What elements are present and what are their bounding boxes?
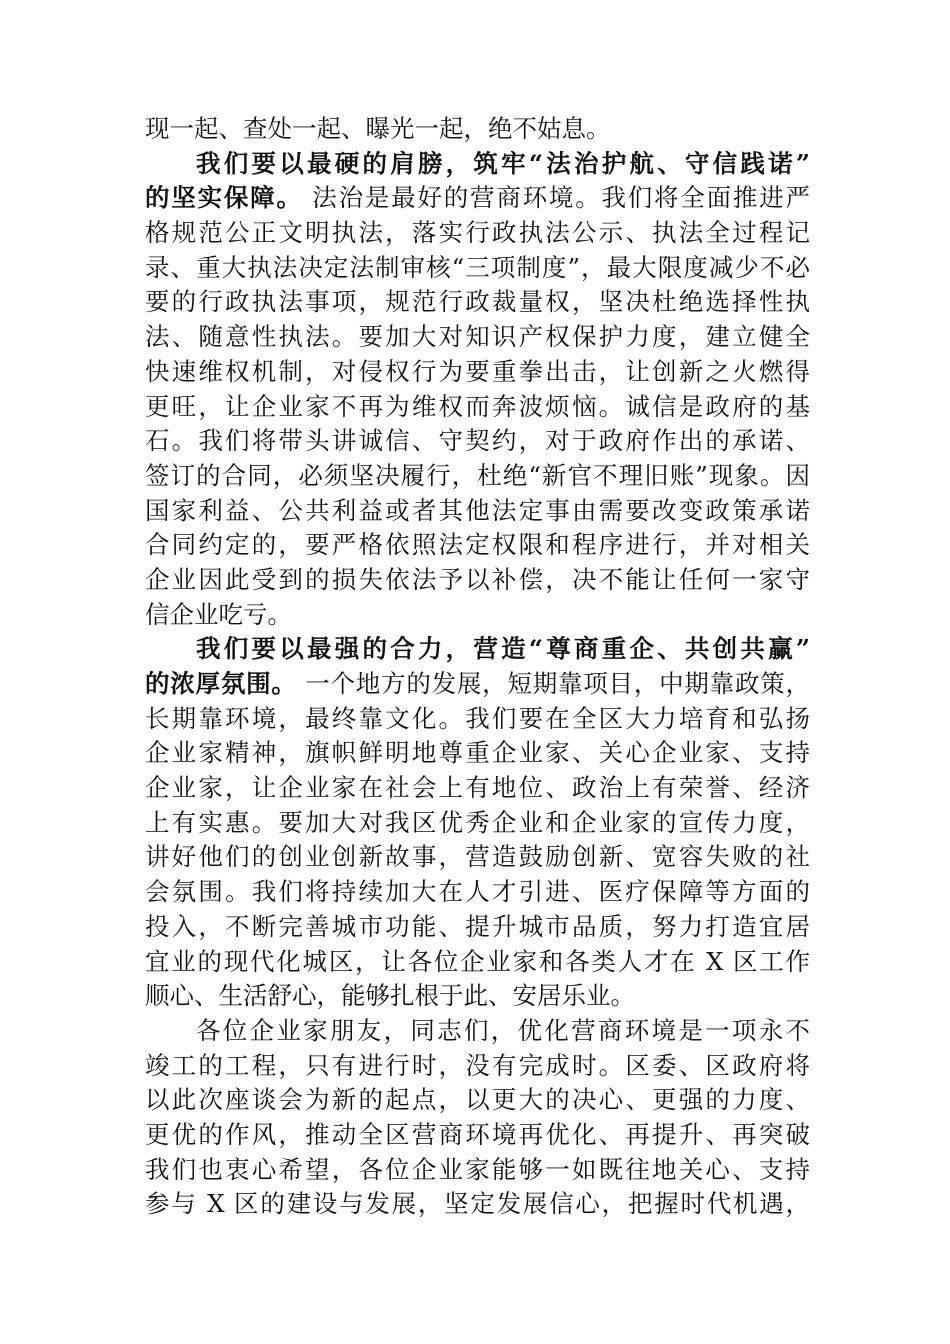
text-line	[145, 494, 810, 529]
text-line	[145, 771, 810, 806]
text-line	[145, 1153, 810, 1188]
body-text-segment: 会氛围。我们将持续加大在人才引进、医疗保障等方面的	[145, 877, 810, 907]
body-text-segment: 要的行政执法事项，规范行政裁量权，坚决杜绝选择性执	[145, 287, 810, 317]
body-text-segment: 企业因此受到的损失依法予以补偿，决不能让任何一家守	[145, 564, 810, 594]
body-text-segment: 国家利益、公共利益或者其他法定事由需要改变政策承诺	[145, 495, 810, 525]
body-text-segment: 以此次座谈会为新的起点，以更大的决心、更强的力度、	[145, 1085, 810, 1115]
body-text	[145, 112, 810, 1222]
body-text-segment: 信企业吃亏。	[145, 599, 292, 629]
bold-heading-text: 我们要以最硬的肩膀，筑牢“法治护航、守信践诺”	[196, 148, 810, 178]
text-line	[145, 1187, 810, 1222]
body-text-segment: 一个地方的发展，短期靠项目，中期靠政策，	[296, 669, 810, 698]
text-line	[145, 424, 810, 459]
body-text-segment: 参与 X 区的建设与发展，坚定发展信心，把握时代机遇，	[145, 1189, 810, 1219]
text-line	[145, 1083, 810, 1118]
body-text-segment: 录、重大执法决定法制审核“三项制度”，最大限度减少不必	[145, 252, 810, 282]
text-line	[145, 875, 810, 910]
body-text-segment: 石。我们将带头讲诚信、守契约，对于政府作出的承诺、	[145, 426, 810, 456]
body-text-segment: 更优的作风，推动全区营商环境再优化、再提升、再突破	[145, 1119, 810, 1149]
text-line	[145, 840, 810, 875]
text-line	[145, 945, 810, 980]
text-line	[145, 1118, 810, 1153]
text-line	[145, 1049, 810, 1084]
text-line	[145, 112, 810, 147]
bold-heading-text: 的浓厚氛围。	[145, 669, 297, 698]
text-line	[145, 216, 810, 251]
bold-heading-text: 我们要以最强的合力，营造“尊商重企、共创共赢”	[196, 634, 810, 664]
text-line	[145, 1014, 810, 1049]
bold-heading-text: 的坚实保障。	[145, 183, 303, 213]
body-text-segment: 企业家，让企业家在社会上有地位、政治上有荣誉、经济	[145, 773, 810, 803]
text-line	[145, 563, 810, 598]
body-text-segment: 我们也衷心希望，各位企业家能够一如既往地关心、支持	[145, 1154, 810, 1184]
body-text-segment: 现一起、查处一起、曝光一起，绝不姑息。	[145, 114, 611, 143]
text-line	[145, 736, 810, 771]
text-line	[145, 806, 810, 841]
body-text-segment: 各位企业家朋友，同志们，优化营商环境是一项永不	[196, 1015, 810, 1045]
text-line	[145, 355, 810, 390]
text-line	[145, 528, 810, 563]
text-line	[145, 285, 810, 320]
body-text-segment: 签订的合同，必须坚决履行，杜绝“新官不理旧账”现象。因	[145, 460, 810, 490]
body-text-segment: 格规范公正文明执法，落实行政执法公示、执法全过程记	[145, 218, 810, 248]
text-line	[145, 667, 810, 702]
body-text-segment: 讲好他们的创业创新故事，营造鼓励创新、宽容失败的社	[145, 842, 810, 872]
body-text-segment: 投入，不断完善城市功能、提升城市品质，努力打造宜居	[145, 911, 810, 941]
text-line	[145, 598, 810, 633]
body-text-segment: 上有实惠。要加大对我区优秀企业和企业家的宣传力度，	[145, 807, 810, 837]
text-line	[145, 979, 810, 1014]
text-line	[145, 390, 810, 425]
text-line	[145, 632, 810, 667]
body-text-segment: 顺心、生活舒心，能够扎根于此、安居乐业。	[145, 981, 635, 1011]
body-text-segment: 法治是最好的营商环境。我们将全面推进严	[302, 183, 810, 213]
body-text-segment: 宜业的现代化城区，让各位企业家和各类人才在 X 区工作	[145, 946, 810, 976]
body-text-segment: 合同约定的，要严格依照法定权限和程序进行，并对相关	[145, 530, 810, 560]
body-text-segment: 竣工的工程，只有进行时，没有完成时。区委、区政府将	[145, 1050, 810, 1080]
text-line	[145, 251, 810, 286]
body-text-segment: 更旺，让企业家不再为维权而奔波烦恼。诚信是政府的基	[145, 391, 810, 421]
body-text-segment: 长期靠环境，最终靠文化。我们要在全区大力培育和弘扬	[145, 703, 810, 733]
text-line	[145, 702, 810, 737]
text-line	[145, 147, 810, 182]
body-text-segment: 法、随意性执法。要加大对知识产权保护力度，建立健全	[145, 322, 810, 352]
text-line	[145, 910, 810, 945]
body-text-segment: 快速维权机制，对侵权行为要重拳出击，让创新之火燃得	[145, 356, 810, 386]
body-text-segment: 企业家精神，旗帜鲜明地尊重企业家、关心企业家、支持	[145, 738, 810, 768]
text-line	[145, 320, 810, 355]
text-line	[145, 459, 810, 494]
text-line	[145, 181, 810, 216]
